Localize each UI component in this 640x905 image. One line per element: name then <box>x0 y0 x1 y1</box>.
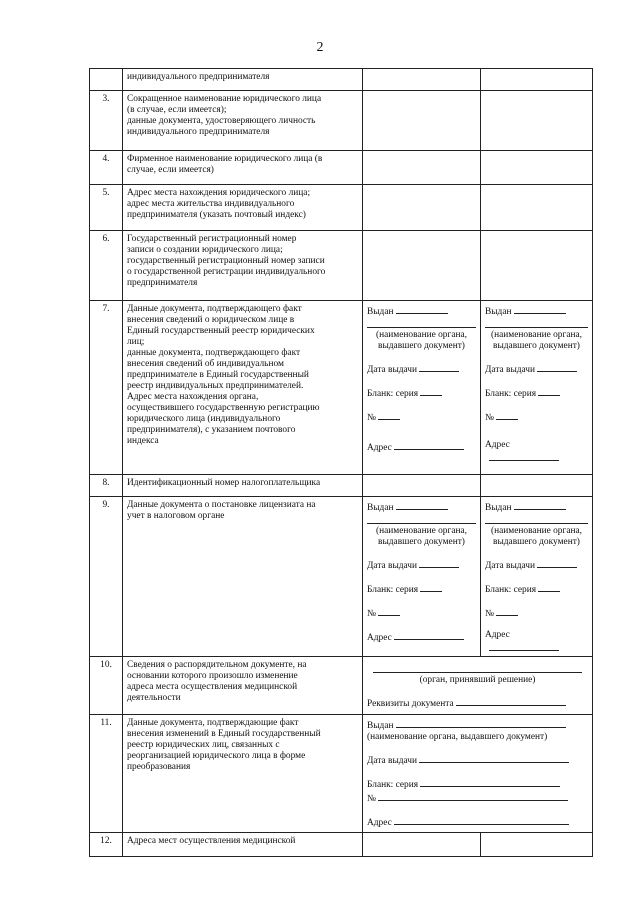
row-number: 11. <box>90 715 123 833</box>
value-cell-1[interactable] <box>363 833 481 857</box>
issued-label: Выдан <box>485 307 512 317</box>
issue-date-label: Дата выдачи <box>367 756 418 766</box>
value-cell-1[interactable] <box>363 69 481 91</box>
issue-date-label: Дата выдачи <box>367 561 418 571</box>
form-series-label: Бланк: серия <box>367 389 419 399</box>
address-label: Адрес <box>485 440 510 450</box>
issuer-note: (наименование органа, <box>490 526 583 536</box>
form-series-label: Бланк: серия <box>367 780 419 790</box>
value-cell-2[interactable] <box>481 91 593 151</box>
issue-date-field[interactable] <box>537 362 577 372</box>
form-series-field[interactable] <box>538 386 560 396</box>
number-field[interactable] <box>378 410 400 420</box>
document-fields-left <box>363 301 481 475</box>
number-label: № <box>367 794 376 804</box>
row-label: Данные документа, подтверждающего факт внесения сведений о юридическом лице в Единый государственный реестр юридических лиц; данные документа, подтверждающего факт внесения сведений об индивидуальном предпринимателе в Единый государственный реестр индивидуальных предпринимателей. Адрес места нахождения органа, осуществившего государственную регистрацию юридического лица (индивидуального предпринимателя), с указанием почтового индекса <box>123 301 363 475</box>
number-label: № <box>485 413 494 423</box>
table-row <box>90 475 593 497</box>
row-label: Адреса мест осуществления медицинской <box>123 833 363 857</box>
issue-date-field[interactable] <box>419 753 569 763</box>
issuer-note: (наименование органа, <box>490 330 583 340</box>
value-cell-1[interactable] <box>363 91 481 151</box>
table-row <box>90 151 593 185</box>
row-number: 9. <box>90 497 123 657</box>
table-row <box>90 91 593 151</box>
address-label: Адрес <box>367 443 392 453</box>
document-fields-right <box>481 301 593 475</box>
value-cell-1[interactable] <box>363 185 481 231</box>
issue-date-field[interactable] <box>419 558 459 568</box>
row-number: 6. <box>90 231 123 301</box>
number-field[interactable] <box>378 606 400 616</box>
issued-label: Выдан <box>485 503 512 513</box>
form-series-label: Бланк: серия <box>485 585 537 595</box>
row-label: Адрес места нахождения юридического лица; адрес места жительства индивидуального предпринимателя (указать почтовый индекс) <box>123 185 363 231</box>
table-row <box>90 301 593 475</box>
document-fields-right <box>481 497 593 657</box>
value-cell-2[interactable] <box>481 231 593 301</box>
row-number: 10. <box>90 657 123 715</box>
table-row <box>90 185 593 231</box>
value-cell-2[interactable] <box>481 475 593 497</box>
application-form-table <box>89 68 593 857</box>
issued-label: Выдан <box>367 721 394 731</box>
requisites-field[interactable] <box>456 696 566 706</box>
row-label: Сведения о распорядительном документе, на основании которого произошло изменение адреса места осуществления медицинской деятельности <box>123 657 363 715</box>
row-label: Государственный регистрационный номер записи о создании юридического лица; государственный регистрационный номер записи о государственной регистрации индивидуального предпринимателя <box>123 231 363 301</box>
issued-label: Выдан <box>367 503 394 513</box>
row-label: Сокращенное наименование юридического лица (в случае, если имеется); данные документа, удостоверяющего личность индивидуального предпринимателя <box>123 91 363 151</box>
row-label: Данные документа о постановке лицензиата на учет в налоговом органе <box>123 497 363 657</box>
form-series-field[interactable] <box>420 777 560 787</box>
row-label: Данные документа, подтверждающие факт внесения изменений в Единый государственный реестр юридических лиц, связанных с реорганизацией юридического лица в форме преобразования <box>123 715 363 833</box>
address-label: Адрес <box>367 633 392 643</box>
form-series-label: Бланк: серия <box>367 585 419 595</box>
row-number <box>90 69 123 91</box>
issued-field-line[interactable] <box>485 321 588 328</box>
table-row <box>90 231 593 301</box>
issued-field-line[interactable] <box>367 321 476 328</box>
address-label: Адрес <box>367 818 392 828</box>
decision-body-field[interactable] <box>373 666 582 673</box>
issuer-note: выдавшего документ) <box>493 341 580 351</box>
row-number: 5. <box>90 185 123 231</box>
value-cell-1[interactable] <box>363 475 481 497</box>
document-fields-left <box>363 497 481 657</box>
row-number: 12. <box>90 833 123 857</box>
value-cell-2[interactable] <box>481 69 593 91</box>
row-label: Фирменное наименование юридического лица (в случае, если имеется) <box>123 151 363 185</box>
table-row <box>90 657 593 715</box>
issuer-note: (наименование органа, <box>375 330 468 340</box>
issued-field-line[interactable] <box>367 517 476 524</box>
issued-field[interactable] <box>396 304 448 314</box>
issue-date-label: Дата выдачи <box>367 365 418 375</box>
issue-date-field[interactable] <box>419 362 459 372</box>
table-row <box>90 715 593 833</box>
form-series-field[interactable] <box>420 582 442 592</box>
decision-body-note: (орган, принявший решение) <box>419 675 536 685</box>
issuer-note: выдавшего документ) <box>493 537 580 547</box>
number-field[interactable] <box>496 410 518 420</box>
row-number: 3. <box>90 91 123 151</box>
value-cell-2[interactable] <box>481 151 593 185</box>
form-series-field[interactable] <box>420 386 442 396</box>
value-cell-1[interactable] <box>363 151 481 185</box>
form-series-field[interactable] <box>538 582 560 592</box>
issuer-note: (наименование органа, выдавшего документ) <box>367 732 548 742</box>
row-label: индивидуального предпринимателя <box>123 69 363 91</box>
row-number: 8. <box>90 475 123 497</box>
issue-date-field[interactable] <box>537 558 577 568</box>
issuer-note: (наименование органа, <box>375 526 468 536</box>
issued-label: Выдан <box>367 307 394 317</box>
address-field[interactable] <box>394 630 464 640</box>
table-row <box>90 833 593 857</box>
row-number: 7. <box>90 301 123 475</box>
address-label: Адрес <box>485 630 510 640</box>
address-field[interactable] <box>489 644 559 651</box>
issuer-note: выдавшего документ) <box>378 537 465 547</box>
issuer-note: выдавшего документ) <box>378 341 465 351</box>
address-field[interactable] <box>489 454 559 461</box>
page-number: 2 <box>316 40 324 55</box>
value-cell-1[interactable] <box>363 231 481 301</box>
number-label: № <box>367 609 376 619</box>
value-cell-2[interactable] <box>481 833 593 857</box>
table-row <box>90 69 593 91</box>
issued-field[interactable] <box>396 500 448 510</box>
value-cell-2[interactable] <box>481 185 593 231</box>
issued-field[interactable] <box>396 718 566 728</box>
issued-field[interactable] <box>514 500 566 510</box>
decision-document-fields <box>363 657 593 715</box>
number-field[interactable] <box>496 606 518 616</box>
table-row <box>90 497 593 657</box>
issue-date-label: Дата выдачи <box>485 365 536 375</box>
row-number: 4. <box>90 151 123 185</box>
number-label: № <box>367 413 376 423</box>
reorganization-document-fields <box>363 715 593 833</box>
issued-field-line[interactable] <box>485 517 588 524</box>
number-label: № <box>485 609 494 619</box>
issued-field[interactable] <box>514 304 566 314</box>
address-field[interactable] <box>394 815 569 825</box>
issue-date-label: Дата выдачи <box>485 561 536 571</box>
address-field[interactable] <box>394 440 464 450</box>
requisites-label: Реквизиты документа <box>367 699 454 709</box>
form-series-label: Бланк: серия <box>485 389 537 399</box>
row-label: Идентификационный номер налогоплательщика <box>123 475 363 497</box>
number-field[interactable] <box>378 791 568 801</box>
